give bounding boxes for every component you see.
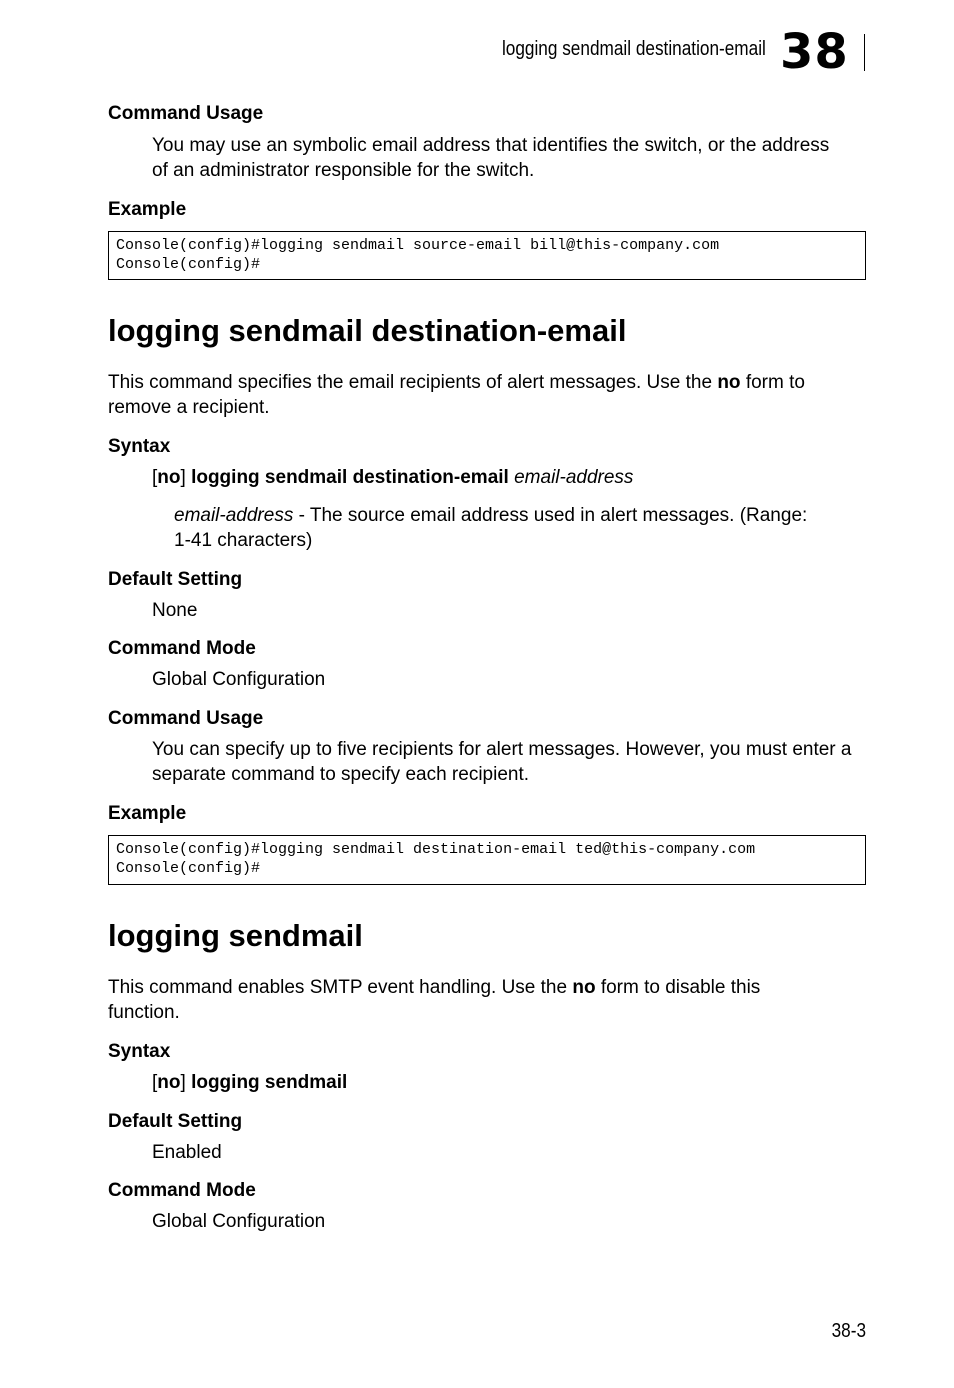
- description-logging-sendmail: [108, 975, 828, 1025]
- keyword-no: no: [717, 372, 741, 393]
- description-destination-email: [108, 370, 868, 420]
- syntax-command: logging sendmail destination-email: [191, 467, 509, 488]
- example-heading-dest: Example: [108, 803, 187, 824]
- syntax-bracket: [: [152, 1072, 158, 1093]
- mode-heading-sendmail: Command Mode: [108, 1180, 256, 1201]
- syntax-heading-dest: Syntax: [108, 436, 171, 457]
- running-header-title: logging sendmail destination-email: [502, 38, 766, 60]
- section-title-destination-email: logging sendmail destination-email: [108, 313, 627, 348]
- example-code-prev: Console(config)#logging sendmail source-email bill@this-company.com Console(config)#: [108, 231, 866, 280]
- chapter-number: 38: [780, 24, 849, 80]
- description-text: This command enables SMTP event handling. Use the: [108, 977, 573, 998]
- description-text: This command specifies the email recipients of alert messages. Use the: [108, 372, 718, 393]
- section-title-logging-sendmail: logging sendmail: [108, 918, 363, 953]
- default-value-sendmail: Enabled: [152, 1142, 222, 1163]
- syntax-keyword-no: no: [157, 467, 181, 488]
- parameter-description: [174, 503, 814, 553]
- chapter-rule: [864, 34, 865, 71]
- default-heading-sendmail: Default Setting: [108, 1111, 243, 1132]
- usage-text-prev: You may use an symbolic email address that identifies the switch, or the address of an administrator responsible for the switch.: [152, 135, 830, 181]
- usage-heading-dest: Command Usage: [108, 708, 264, 729]
- example-heading-prev: Example: [108, 199, 187, 220]
- syntax-bracket: ]: [180, 467, 192, 488]
- default-value-dest: None: [152, 600, 198, 621]
- usage-heading-prev: Command Usage: [108, 103, 264, 124]
- syntax-line-dest: [152, 465, 633, 490]
- syntax-line-sendmail: [152, 1070, 347, 1095]
- syntax-heading-sendmail: Syntax: [108, 1041, 171, 1062]
- page-number: 38-3: [831, 1320, 866, 1342]
- mode-value-dest: Global Configuration: [152, 669, 326, 690]
- parameter-name: email-address: [174, 505, 294, 526]
- usage-text-dest: You can specify up to five recipients for alert messages. However, you must enter a separate command to specify each recipient.: [152, 739, 852, 785]
- syntax-command: logging sendmail: [191, 1072, 348, 1093]
- syntax-keyword-no: no: [157, 1072, 181, 1093]
- mode-value-sendmail: Global Configuration: [152, 1211, 326, 1232]
- parameter-text: - The source email address used in alert messages. (Range: 1-41 characters): [174, 505, 808, 551]
- keyword-no: no: [572, 977, 596, 998]
- syntax-bracket: [: [152, 467, 158, 488]
- example-code-dest: Console(config)#logging sendmail destination-email ted@this-company.com Console(config)#: [108, 835, 866, 885]
- description-text: form to remove a recipient.: [108, 372, 805, 418]
- default-heading-dest: Default Setting: [108, 569, 243, 590]
- syntax-parameter: email-address: [514, 467, 634, 488]
- description-text: form to disable this function.: [108, 977, 761, 1023]
- mode-heading-dest: Command Mode: [108, 638, 256, 659]
- syntax-bracket: ]: [180, 1072, 192, 1093]
